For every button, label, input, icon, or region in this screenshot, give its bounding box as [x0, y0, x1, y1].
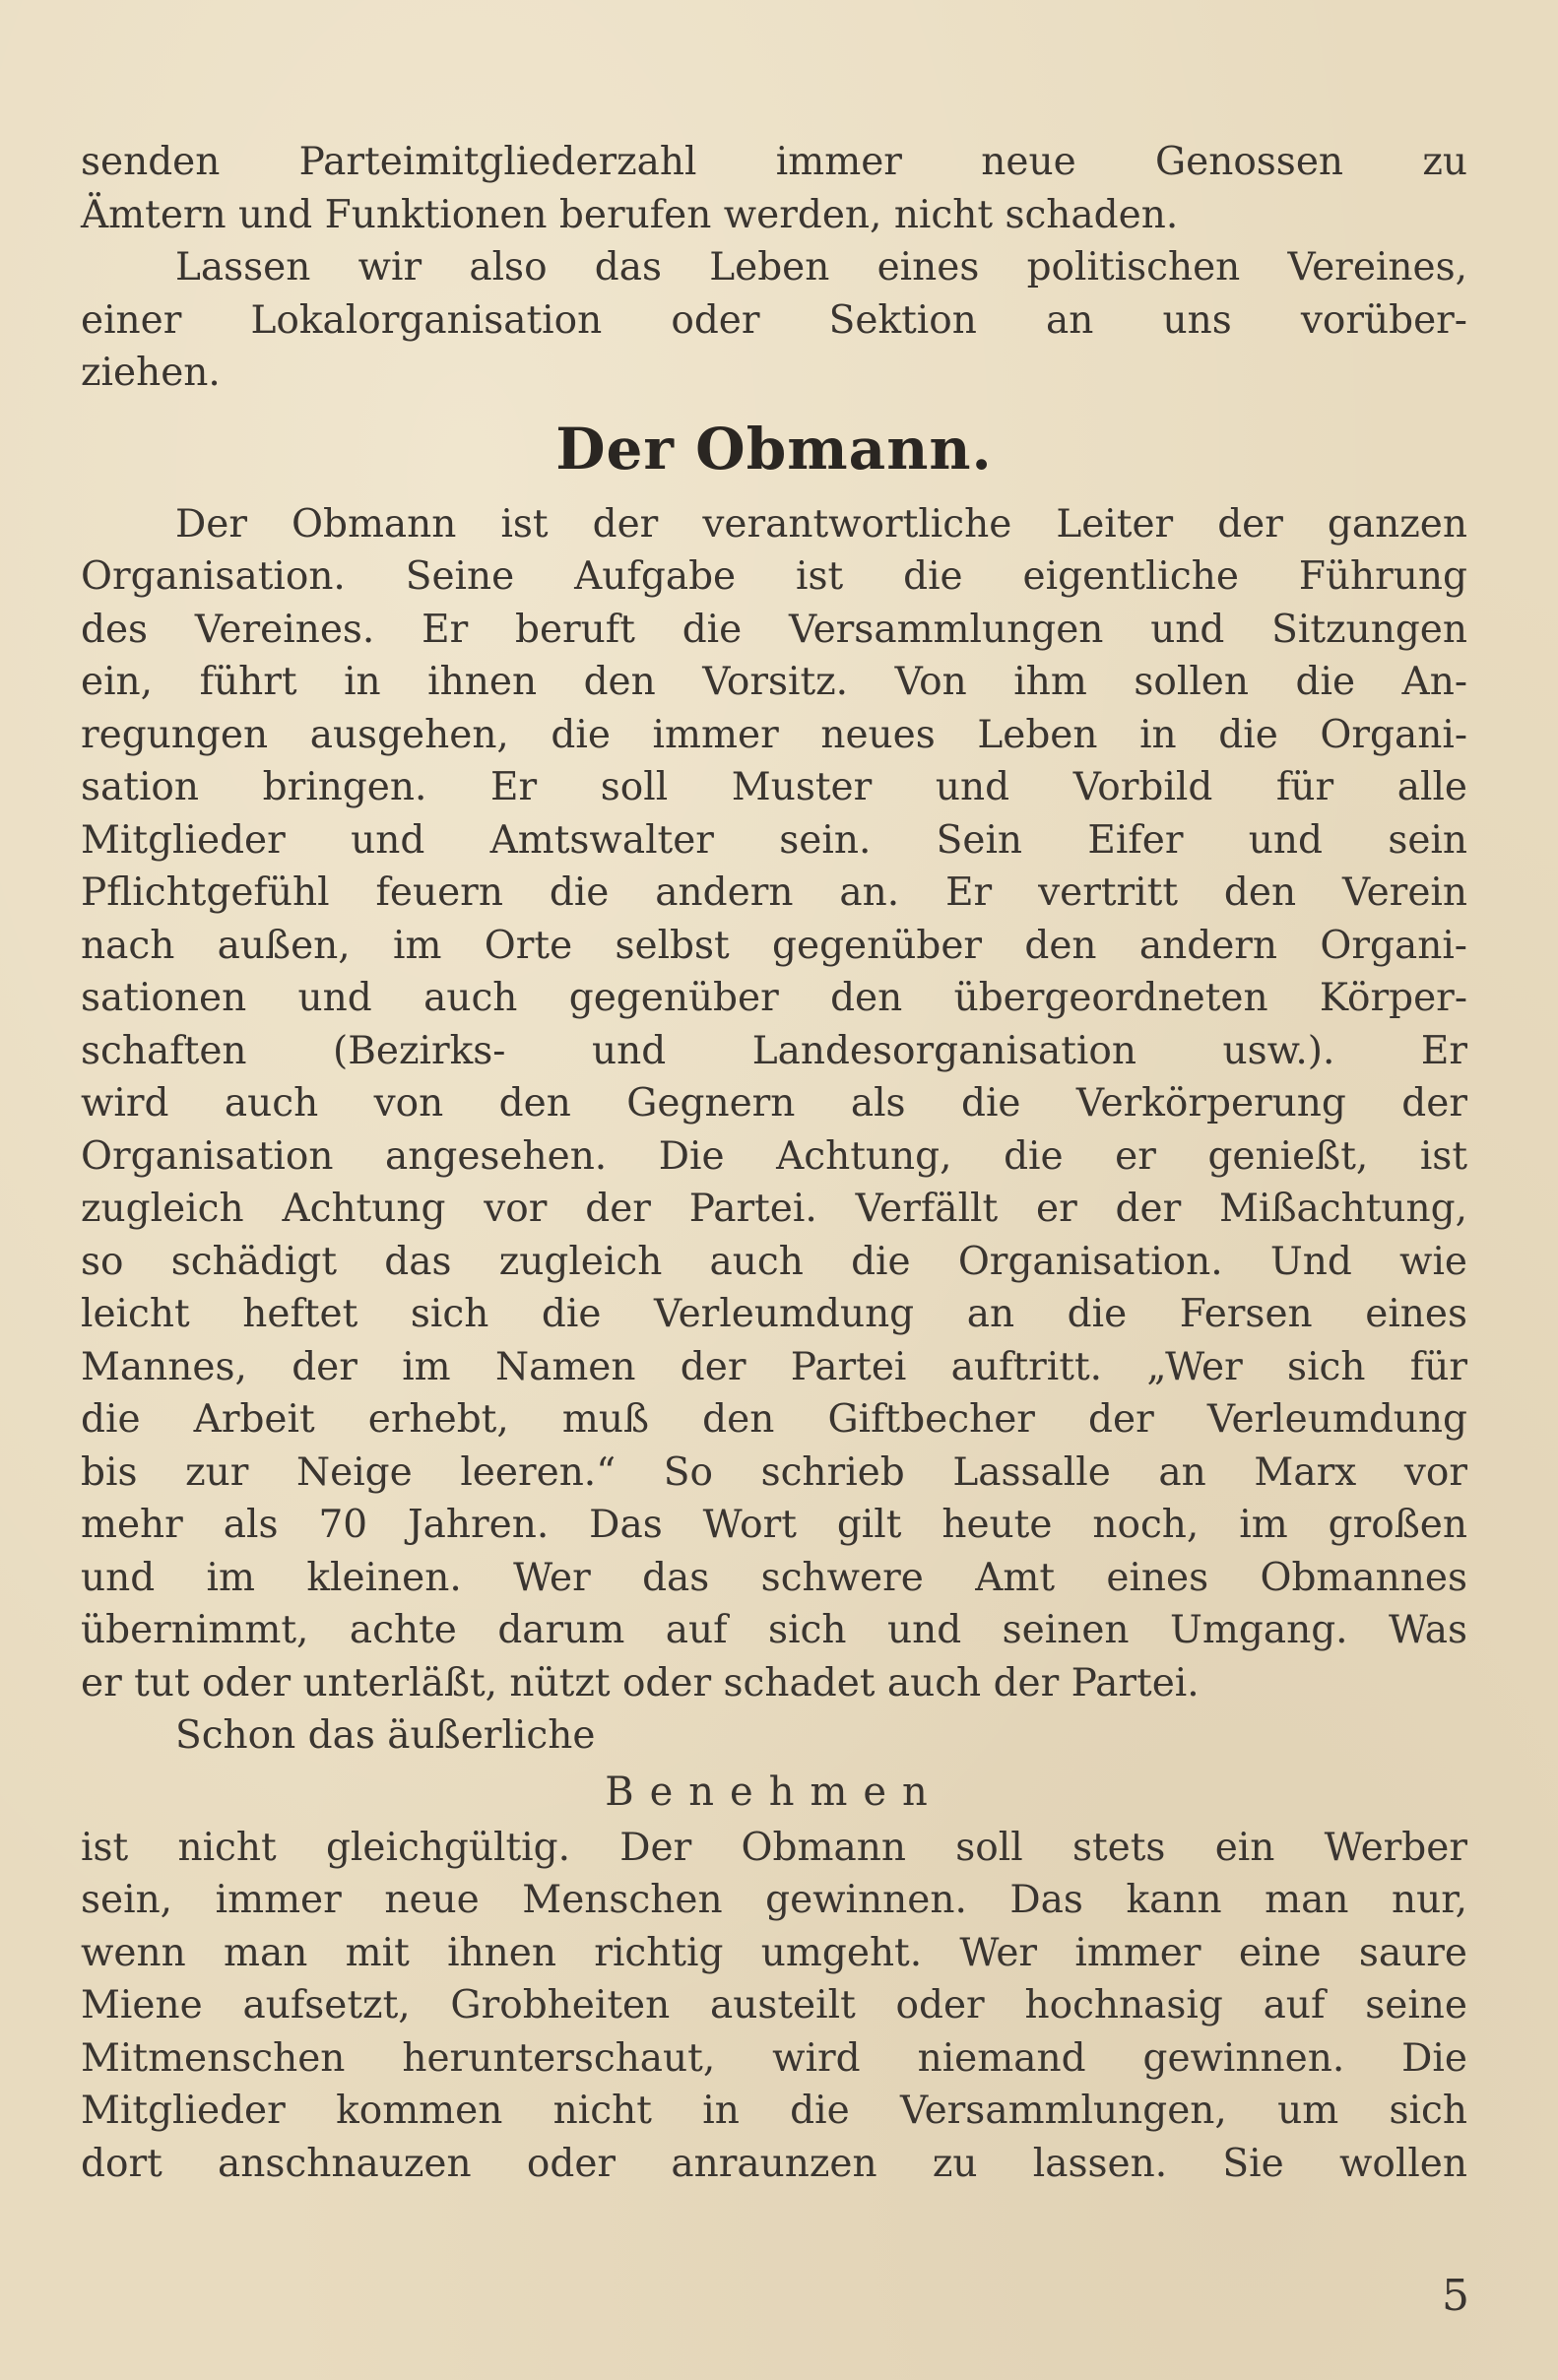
- text-line: nach außen, im Orte selbst gegenüber den andern Organi-: [81, 923, 1467, 968]
- text-line: regungen ausgehen, die immer neues Leben in die Organi-: [81, 712, 1467, 757]
- text-line: sein, immer neue Menschen gewinnen. Das kann man nur,: [81, 1878, 1467, 1922]
- intro-line: Schon das äußerliche: [175, 1713, 596, 1758]
- text-line: Mitglieder kommen nicht in die Versammlungen, um sich: [81, 2089, 1467, 2133]
- text-line: Miene aufsetzt, Grobheiten austeilt oder hochnasig auf seine: [81, 1983, 1467, 2027]
- section-heading: Der Obmann.: [555, 415, 993, 482]
- text-line: ziehen.: [81, 351, 221, 395]
- paragraph-lassen: [81, 241, 1467, 400]
- text-line: ist nicht gleichgültig. Der Obmann soll stets ein Werber: [81, 1825, 1467, 1870]
- text-line: Mitmenschen herunterschaut, wird niemand gewinnen. Die: [81, 2035, 1467, 2081]
- paragraph-benehmen: [81, 1822, 1467, 2191]
- text-line: wird auch von den Gegnern als die Verkörperung der: [81, 1081, 1467, 1126]
- page-text: [81, 136, 1467, 2190]
- text-line: sation bringen. Er soll Muster und Vorbild für alle: [81, 765, 1467, 809]
- text-line: übernimmt, achte darum auf sich und seinen Umgang. Was: [81, 1608, 1467, 1652]
- paragraph-continued: [81, 136, 1467, 241]
- text-line: Der Obmann ist der verantwortliche Leiter der ganzen: [175, 501, 1467, 547]
- text-line: mehr als 70 Jahren. Das Wort gilt heute noch, im großen: [81, 1503, 1467, 1547]
- text-line: Pflichtgefühl feuern die andern an. Er vertritt den Verein: [81, 870, 1467, 915]
- text-line: Lassen wir also das Leben eines politischen Vereines,: [175, 245, 1467, 289]
- text-line: wenn man mit ihnen richtig umgeht. Wer immer eine saure: [81, 1930, 1467, 1975]
- text-line: ein, führt in ihnen den Vorsitz. Von ihm sollen die An-: [81, 660, 1467, 704]
- text-line: leicht heftet sich die Verleumdung an die Fersen eines: [81, 1292, 1467, 1336]
- text-line: Organisation angesehen. Die Achtung, die er genießt, ist: [81, 1133, 1467, 1179]
- text-line: des Vereines. Er beruft die Versammlungen und Sitzungen: [81, 607, 1467, 652]
- text-line: Mannes, der im Namen der Partei auftritt. „Wer sich für: [81, 1344, 1467, 1389]
- paragraph-obmann: [81, 498, 1467, 1710]
- text-line: so schädigt das zugleich auch die Organisation. Und wie: [81, 1239, 1467, 1284]
- text-line: senden Parteimitgliederzahl immer neue Genossen zu: [81, 140, 1467, 184]
- text-line: schaften (Bezirks- und Landesorganisation usw.). Er: [81, 1028, 1467, 1073]
- text-line: die Arbeit erhebt, muß den Giftbecher der Verleumdung: [81, 1397, 1467, 1442]
- text-line: sationen und auch gegenüber den übergeordneten Körper-: [81, 976, 1467, 1020]
- text-line: Ämtern und Funktionen berufen werden, nicht schaden.: [81, 192, 1179, 237]
- text-line: er tut oder unterläßt, nützt oder schadet auch der Partei.: [81, 1660, 1200, 1705]
- text-line: Mitglieder und Amtswalter sein. Sein Eifer und sein: [81, 817, 1467, 863]
- text-line: Organisation. Seine Aufgabe ist die eigentliche Führung: [81, 554, 1467, 599]
- subheading: Benehmen: [605, 1769, 943, 1815]
- text-line: einer Lokalorganisation oder Sektion an uns vorüber-: [81, 297, 1467, 343]
- page-number: 5: [1442, 2271, 1469, 2321]
- text-line: bis zur Neige leeren.“ So schrieb Lassalle an Marx vor: [81, 1449, 1467, 1495]
- text-line: zugleich Achtung vor der Partei. Verfällt er der Mißachtung,: [81, 1187, 1467, 1231]
- text-line: dort anschnauzen oder anraunzen zu lassen. Sie wollen: [81, 2141, 1467, 2186]
- text-line: und im kleinen. Wer das schwere Amt eines Obmannes: [81, 1555, 1467, 1600]
